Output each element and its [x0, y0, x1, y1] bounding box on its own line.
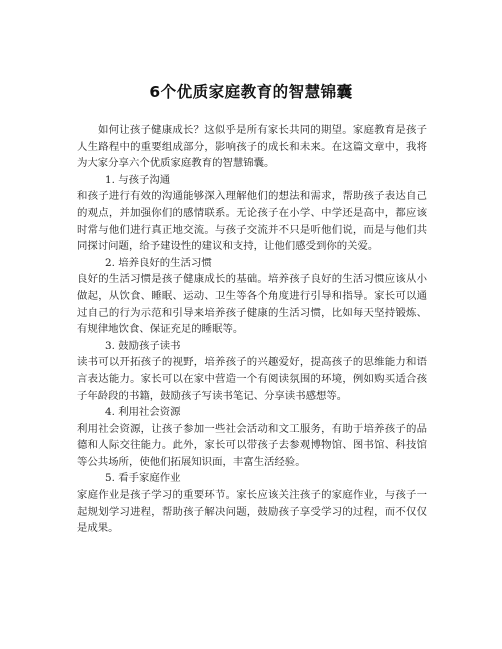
section-heading-3: 3. 鼓励孩子读书	[105, 339, 181, 352]
intro-paragraph: 如何让孩子健康成长？这似乎是所有家长共同的期望。家庭教育是孩子人生路程中的重要组成部分，影响孩子的成长和未来。在这篇文章中，我将为大家分享六个优质家庭教育的智慧锦囊。	[77, 124, 427, 170]
document-title: 6个优质家庭教育的智慧锦囊	[149, 83, 353, 101]
section-heading-1: 1. 与孩子沟通	[105, 173, 171, 186]
document-body	[77, 122, 427, 537]
section-paragraph-2: 良好的生活习惯是孩子健康成长的基础。培养孩子良好的生活习惯应该从小做起，从饮食、睡眠、运动、卫生等各个角度进行引导和指导。家长可以通过自己的行为示范和引导来培养孩子健康的生活习惯，比如每天坚持锻炼、有规律地饮食、保证充足的睡眠等。	[77, 273, 427, 336]
section-paragraph-5: 家庭作业是孩子学习的重要环节。家长应该关注孩子的家庭作业，与孩子一起规划学习进程，帮助孩子解决问题，鼓励孩子享受学习的过程，而不仅仅是成果。	[77, 489, 427, 535]
section-heading-2: 2. 培养良好的生活习惯	[105, 256, 212, 269]
section-heading-5: 5. 看手家庭作业	[105, 472, 181, 485]
section-paragraph-1: 和孩子进行有效的沟通能够深入理解他们的想法和需求，帮助孩子表达自己的观点，并加强你们的感情联系。无论孩子在小学、中学还是高中，都应该时常与他们进行真正地交流。与孩子交流并不只是听他们说，而是与他们共同探讨问题，给予建设性的建议和支持，让他们感受到你的关爱。	[77, 190, 427, 253]
section-paragraph-3: 读书可以开拓孩子的视野，培养孩子的兴趣爱好，提高孩子的思维能力和语言表达能力。家长可以在家中营造一个有阅读氛围的环境，例如购买适合孩子年龄段的书籍，鼓励孩子写读书笔记、分享读书感想等。	[77, 356, 427, 402]
section-heading-4: 4. 利用社会资源	[105, 406, 181, 419]
section-paragraph-4: 利用社会资源，让孩子参加一些社会活动和文工服务，有助于培养孩子的品德和人际交往能力。此外，家长可以带孩子去参观博物馆、图书馆、科技馆等公共场所，使他们拓展知识面，丰富生活经验。	[77, 422, 427, 468]
